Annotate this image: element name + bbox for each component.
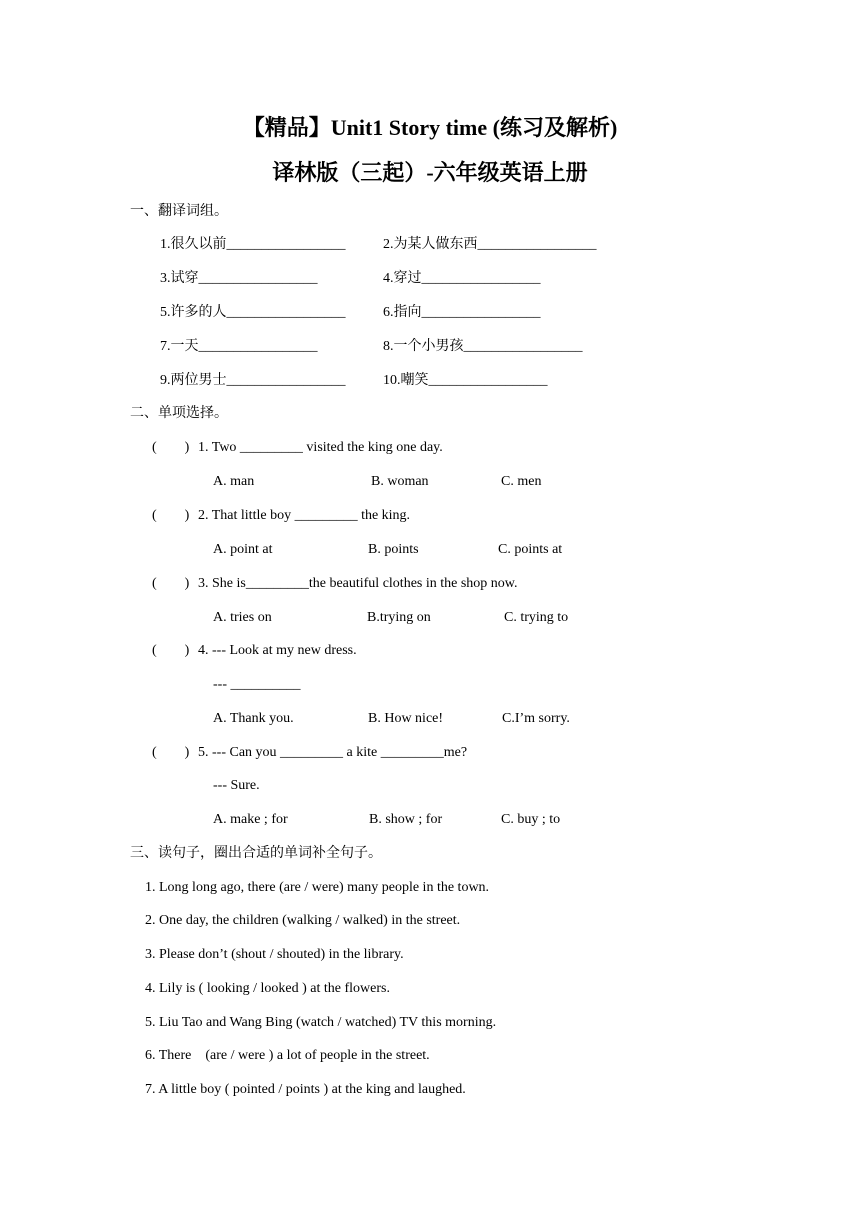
option-c: C.I’m sorry. [502, 711, 570, 726]
translate-item: 4.穿过_________________ [383, 271, 541, 286]
option-a: A. Thank you. [213, 711, 294, 726]
option-c: C. men [501, 474, 542, 489]
translate-item: 2.为某人做东西_________________ [383, 237, 597, 252]
dialogue-reply: --- Sure. [213, 778, 260, 793]
translate-item: 8.一个小男孩_________________ [383, 339, 583, 354]
dialogue-reply: --- __________ [213, 677, 301, 692]
answer-paren: ( ) [152, 508, 190, 523]
page-subtitle: 译林版（三起）-六年级英语上册 [272, 160, 588, 185]
question-stem: 3. She is_________the beautiful clothes in the shop now. [198, 576, 518, 591]
translate-item: 9.两位男士_________________ [160, 373, 346, 388]
option-b: B. woman [371, 474, 429, 489]
question-stem: 2. That little boy _________ the king. [198, 508, 411, 523]
translate-item: 10.嘲笑_________________ [383, 373, 548, 388]
answer-paren: ( ) [152, 440, 190, 455]
translate-item: 3.试穿_________________ [160, 271, 318, 286]
option-b: B. points [368, 542, 419, 557]
option-b: B. How nice! [368, 711, 444, 726]
option-c: C. buy ; to [501, 812, 561, 827]
section-heading-choice: 二、单项选择。 [130, 406, 228, 421]
option-a: A. tries on [213, 610, 272, 625]
answer-paren: ( ) [152, 576, 190, 591]
option-b: B. show ; for [369, 812, 443, 827]
translate-item: 1.很久以前_________________ [160, 237, 346, 252]
answer-paren: ( ) [152, 745, 190, 760]
translate-item: 7.一天_________________ [160, 339, 318, 354]
sentence-item: 7. A little boy ( pointed / points ) at the king and laughed. [145, 1082, 466, 1097]
answer-paren: ( ) [152, 643, 190, 658]
translate-item: 6.指向_________________ [383, 305, 541, 320]
option-c: C. trying to [504, 610, 569, 625]
question-stem: 4. --- Look at my new dress. [198, 643, 357, 658]
sentence-item: 5. Liu Tao and Wang Bing (watch / watched) TV this morning. [145, 1015, 497, 1030]
option-c: C. points at [498, 542, 563, 557]
option-a: A. man [213, 474, 255, 489]
section-heading-circle: 三、读句子，圈出合适的单词补全句子。 [130, 846, 382, 861]
sentence-item: 1. Long long ago, there (are / were) many people in the town. [145, 880, 490, 895]
sentence-item: 3. Please don’t (shout / shouted) in the library. [145, 947, 404, 962]
option-b: B.trying on [367, 610, 431, 625]
question-stem: 5. --- Can you _________ a kite _________me? [198, 745, 468, 760]
sentence-item: 4. Lily is ( looking / looked ) at the flowers. [145, 981, 390, 996]
sentence-item: 2. One day, the children (walking / walked) in the street. [145, 913, 461, 928]
option-a: A. point at [213, 542, 273, 557]
option-a: A. make ; for [213, 812, 288, 827]
section-heading-translate: 一、翻译词组。 [130, 204, 228, 219]
sentence-item: 6. There (are / were ) a lot of people in the street. [145, 1048, 430, 1063]
question-stem: 1. Two _________ visited the king one day. [198, 440, 443, 455]
translate-item: 5.许多的人_________________ [160, 305, 346, 320]
page-title: 【精品】Unit1 Story time (练习及解析) [242, 115, 618, 140]
